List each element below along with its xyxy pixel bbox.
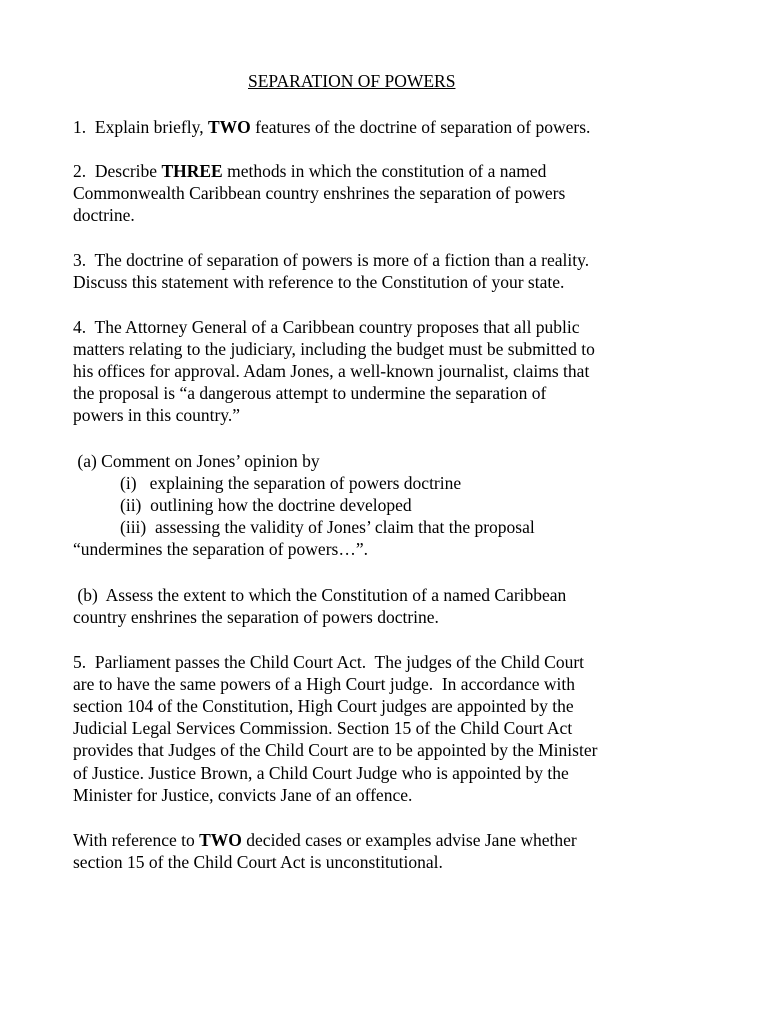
- document-title: SEPARATION OF POWERS: [248, 71, 456, 91]
- q5-followup-text-end: decided cases or examples advise Jane whether: [241, 830, 577, 850]
- q1-text-end: features of the doctrine of separation of powers.: [250, 117, 591, 137]
- question-5-line-5: provides that Judges of the Child Court are to be appointed by the Minister: [73, 740, 598, 760]
- question-2-line-3: doctrine.: [73, 205, 135, 225]
- question-5-line-1: 5. Parliament passes the Child Court Act. The judges of the Child Court: [73, 652, 585, 672]
- question-4a-item-iii: (iii) assessing the validity of Jones’ claim that the proposal: [120, 517, 535, 537]
- question-4-line-3: his offices for approval. Adam Jones, a well-known journalist, claims that: [73, 361, 590, 381]
- question-4b-line-1: (b) Assess the extent to which the Constitution of a named Caribbean: [73, 585, 567, 605]
- question-2-line-2: Commonwealth Caribbean country enshrines the separation of powers: [73, 183, 566, 203]
- question-4-line-4: the proposal is “a dangerous attempt to undermine the separation of: [73, 383, 547, 403]
- question-5-line-6: of Justice. Justice Brown, a Child Court Judge who is appointed by the: [73, 763, 569, 783]
- question-5-followup-line-2: section 15 of the Child Court Act is unconstitutional.: [73, 852, 443, 872]
- q1-text: 1. Explain briefly,: [73, 117, 208, 137]
- question-4-line-5: powers in this country.”: [73, 405, 241, 425]
- q5-followup-text: With reference to: [73, 830, 200, 850]
- question-5-line-4: Judicial Legal Services Commission. Section 15 of the Child Court Act: [73, 718, 573, 738]
- question-4b-line-2: country enshrines the separation of powers doctrine.: [73, 607, 439, 627]
- q2-text-end: methods in which the constitution of a named: [222, 161, 547, 181]
- question-4-line-2: matters relating to the judiciary, including the budget must be submitted to: [73, 339, 595, 359]
- question-5-line-3: section 104 of the Constitution, High Court judges are appointed by the: [73, 696, 574, 716]
- question-3-line-2: Discuss this statement with reference to the Constitution of your state.: [73, 272, 565, 292]
- q5-followup-emphasis: TWO: [199, 830, 242, 850]
- question-4-line-1: 4. The Attorney General of a Caribbean country proposes that all public: [73, 317, 580, 337]
- question-4a-item-ii: (ii) outlining how the doctrine developed: [120, 495, 412, 515]
- question-5-line-2: are to have the same powers of a High Court judge. In accordance with: [73, 674, 575, 694]
- question-1: [73, 116, 590, 138]
- question-4a-intro: (a) Comment on Jones’ opinion by: [73, 451, 320, 471]
- q2-emphasis: THREE: [161, 161, 223, 181]
- question-4a-item-i: (i) explaining the separation of powers doctrine: [120, 473, 462, 493]
- q2-text: 2. Describe: [73, 161, 162, 181]
- question-3-line-1: 3. The doctrine of separation of powers is more of a fiction than a reality.: [73, 250, 590, 270]
- q1-emphasis: TWO: [207, 117, 251, 137]
- question-2-line-1: [73, 160, 546, 182]
- question-5-followup-line-1: [73, 829, 577, 851]
- question-5-line-7: Minister for Justice, convicts Jane of an offence.: [73, 785, 413, 805]
- question-4a-item-iii-continued: “undermines the separation of powers…”.: [73, 539, 368, 559]
